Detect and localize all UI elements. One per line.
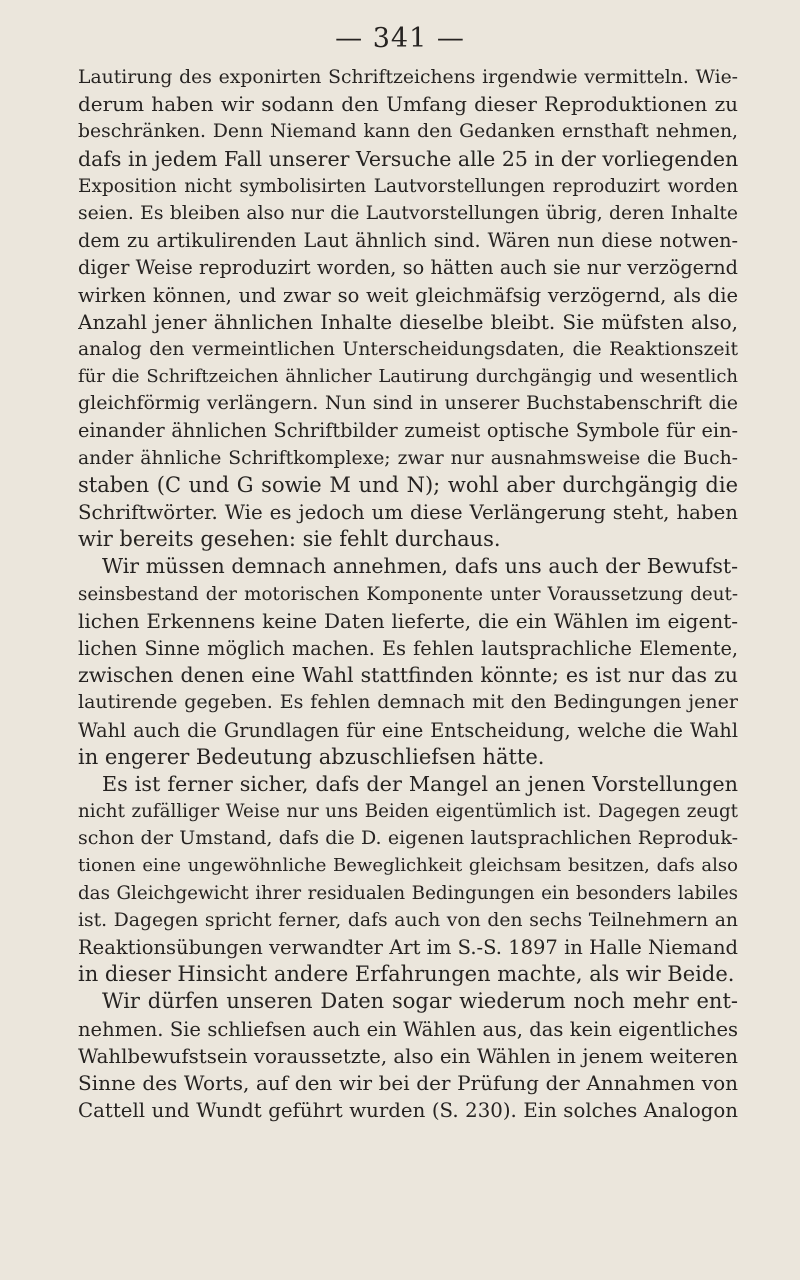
text-line: Sinne des Worts, auf den wir bei der Prüfung der Annahmen von (78, 1070, 738, 1095)
text-line: einander ähnlichen Schriftbilder zumeist optische Symbole für ein- (78, 419, 738, 443)
text-line: gleichförmig verlängern. Nun sind in unserer Buchstabenschrift die (78, 392, 738, 415)
text-line: dem zu artikulirenden Laut ähnlich sind. Wären nun diese notwen- (78, 229, 738, 253)
paragraph (78, 988, 738, 1124)
text-line: Cattell und Wundt geführt wurden (S. 230). Ein solches Analogon (78, 1099, 738, 1123)
text-line: ist. Dagegen spricht ferner, dafs auch von den sechs Teilnehmern an (78, 909, 738, 931)
text-line: analog den vermeintlichen Unterscheidungsdaten, die Reaktionszeit (78, 338, 738, 360)
text-line: wir bereits gesehen: sie fehlt durchaus. (78, 527, 501, 552)
text-line: Schriftwörter. Wie es jedoch um diese Verlängerung steht, haben (78, 501, 738, 524)
text-line: seien. Es bleiben also nur die Lautvorstellungen übrig, deren Inhalte (78, 202, 738, 224)
text-line: zwischen denen eine Wahl stattfinden könnte; es ist nur das zu (78, 663, 738, 688)
text-line: lautirende gegeben. Es fehlen demnach mit den Bedingungen jener (78, 691, 738, 714)
text-line: lichen Sinne möglich machen. Es fehlen lautsprachliche Elemente, (78, 636, 738, 660)
text-line: Exposition nicht symbolisirten Lautvorstellungen reproduzirt worden (78, 175, 738, 197)
text-line: Wahlbewufstsein voraussetzte, also ein Wählen in jenem weiteren (78, 1044, 738, 1068)
body-text (78, 64, 738, 1124)
paragraph (78, 771, 738, 989)
text-line: schon der Umstand, dafs die D. eigenen lautsprachlichen Reproduk- (78, 827, 738, 850)
text-line: Wahl auch die Grundlagen für eine Entscheidung, welche die Wahl (78, 718, 738, 742)
text-line: Anzahl jener ähnlichen Inhalte dieselbe bleibt. Sie müfsten also, (78, 309, 738, 334)
text-line: tionen eine ungewöhnliche Beweglichkeit gleichsam besitzen, dafs also (78, 855, 738, 877)
text-line: Wir müssen demnach annehmen, dafs uns auch der Bewufst- (102, 554, 738, 579)
text-line: für die Schriftzeichen ähnlicher Lautirung durchgängig und wesentlich (78, 366, 738, 388)
page-number: — 341 — (335, 23, 465, 54)
text-line: in engerer Bedeutung abzuschliefsen hätte. (78, 744, 545, 769)
text-line: nicht zufälliger Weise nur uns Beiden eigentümlich ist. Dagegen zeugt (78, 801, 738, 823)
text-line: nehmen. Sie schliefsen auch ein Wählen aus, das kein eigentliches (78, 1017, 738, 1041)
text-line: beschränken. Denn Niemand kann den Gedanken ernsthaft nehmen, (78, 121, 738, 143)
text-line: staben (C und G sowie M und N); wohl aber durchgängig die (78, 472, 738, 497)
text-line: ander ähnliche Schriftkomplexe; zwar nur ausnahmsweise die Buch- (78, 447, 738, 469)
text-line: Lautirung des exponirten Schriftzeichens irgendwie vermitteln. Wie- (78, 67, 738, 88)
text-line: wirken können, und zwar so weit gleichmäfsig verzögernd, als die (78, 283, 738, 307)
text-line: lichen Erkennens keine Daten lieferte, die ein Wählen im eigent- (78, 608, 738, 633)
text-line: das Gleichgewicht ihrer residualen Bedingungen ein besonders labiles (78, 882, 738, 904)
paragraph (78, 553, 738, 771)
text-line: seinsbestand der motorischen Komponente unter Voraussetzung deut- (78, 583, 738, 605)
text-line: diger Weise reproduzirt worden, so hätten auch sie nur verzögernd (78, 256, 738, 280)
text-line: in dieser Hinsicht andere Erfahrungen machte, als wir Beide. (78, 962, 735, 987)
text-line: Es ist ferner sicher, dafs der Mangel an jenen Vorstellungen (102, 771, 738, 796)
text-line: dafs in jedem Fall unserer Versuche alle 25 in der vorliegenden (78, 146, 738, 171)
text-line: Reaktionsübungen verwandter Art im S.-S. 1897 in Halle Niemand (78, 936, 738, 959)
text-line: derum haben wir sodann den Umfang dieser Reproduktionen zu (78, 92, 738, 117)
text-line: Wir dürfen unseren Daten sogar wiederum noch mehr ent- (102, 989, 738, 1014)
paragraph (78, 64, 738, 553)
